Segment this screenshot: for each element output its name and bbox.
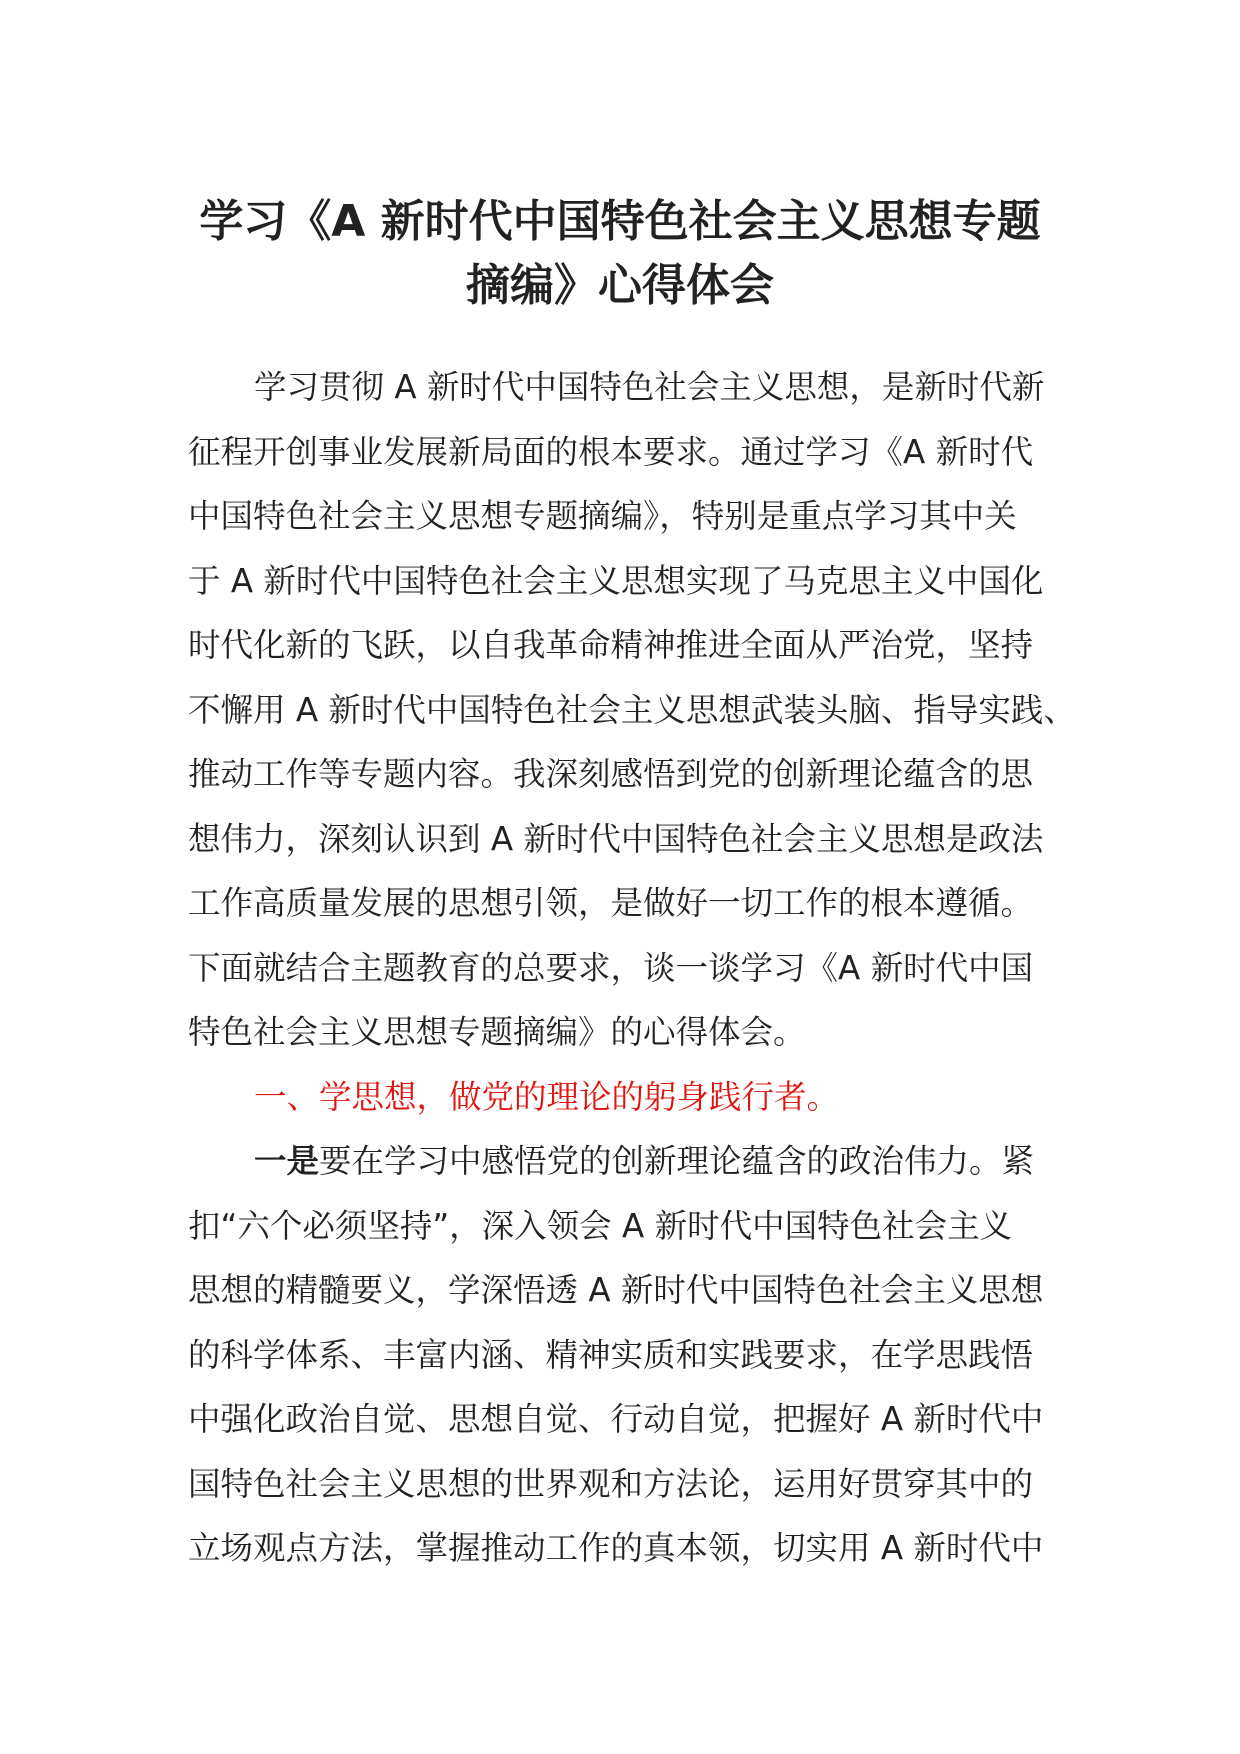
paragraph-line: 征程开创事业发展新局面的根本要求。通过学习《A 新时代 (188, 432, 1034, 471)
paragraph-line: 不懈用 A 新时代中国特色社会主义思想武装头脑、指导实践、 (188, 690, 1076, 729)
title-line: 学习《A 新时代中国特色社会主义思想专题 (199, 196, 1041, 247)
paragraph-line: 于 A 新时代中国特色社会主义思想实现了马克思主义中国化 (188, 561, 1044, 600)
paragraph-line: 的科学体系、丰富内涵、精神实质和实践要求，在学思践悟 (188, 1335, 1034, 1374)
paragraph-line: 中强化政治自觉、思想自觉、行动自觉，把握好 A 新时代中 (188, 1400, 1044, 1438)
paragraph-line: 学习贯彻 A 新时代中国特色社会主义思想，是新时代新 (254, 368, 1045, 406)
paragraph-line: 推动工作等专题内容。我深刻感悟到党的创新理论蕴含的思 (188, 755, 1034, 793)
point-lead: 一是 (254, 1142, 320, 1180)
paragraph-line: 下面就结合主题教育的总要求，谈一谈学习《A 新时代中国 (188, 948, 1034, 987)
section-heading: 一、学思想，做党的理论的躬身践行者。 (254, 1077, 840, 1116)
paragraph-line-text: 要在学习中感悟党的创新理论蕴含的政治伟力。紧 (319, 1142, 1035, 1180)
paragraph-line: 扣“六个必须坚持”，深入领会 A 新时代中国特色社会主义 (188, 1206, 1013, 1245)
section-heading-paragraph (188, 1065, 1068, 1130)
paragraph-line: 想伟力，深刻认识到 A 新时代中国特色社会主义思想是政法 (188, 819, 1044, 858)
paragraph-line (188, 1129, 1068, 1194)
document-title (170, 190, 1070, 318)
paragraph-line: 立场观点方法，掌握推动工作的真本领，切实用 A 新时代中 (188, 1529, 1044, 1567)
paragraph-line: 思想的精髓要义，学深悟透 A 新时代中国特色社会主义思想 (188, 1271, 1044, 1309)
point-paragraph (188, 1129, 1068, 1581)
paragraph-line: 国特色社会主义思想的世界观和方法论，运用好贯穿其中的 (188, 1464, 1034, 1503)
paragraph-line: 工作高质量发展的思想引领，是做好一切工作的根本遵循。 (188, 884, 1034, 922)
paragraph-line: 中国特色社会主义思想专题摘编》，特别是重点学习其中关 (188, 497, 1017, 535)
paragraph-line: 时代化新的飞跃，以自我革命精神推进全面从严治党，坚持 (188, 626, 1034, 664)
intro-paragraph (188, 355, 1076, 1065)
paragraph-line: 特色社会主义思想专题摘编》的心得体会。 (188, 1013, 806, 1051)
document-body (188, 355, 1076, 1581)
title-line: 摘编》心得体会 (466, 260, 774, 311)
